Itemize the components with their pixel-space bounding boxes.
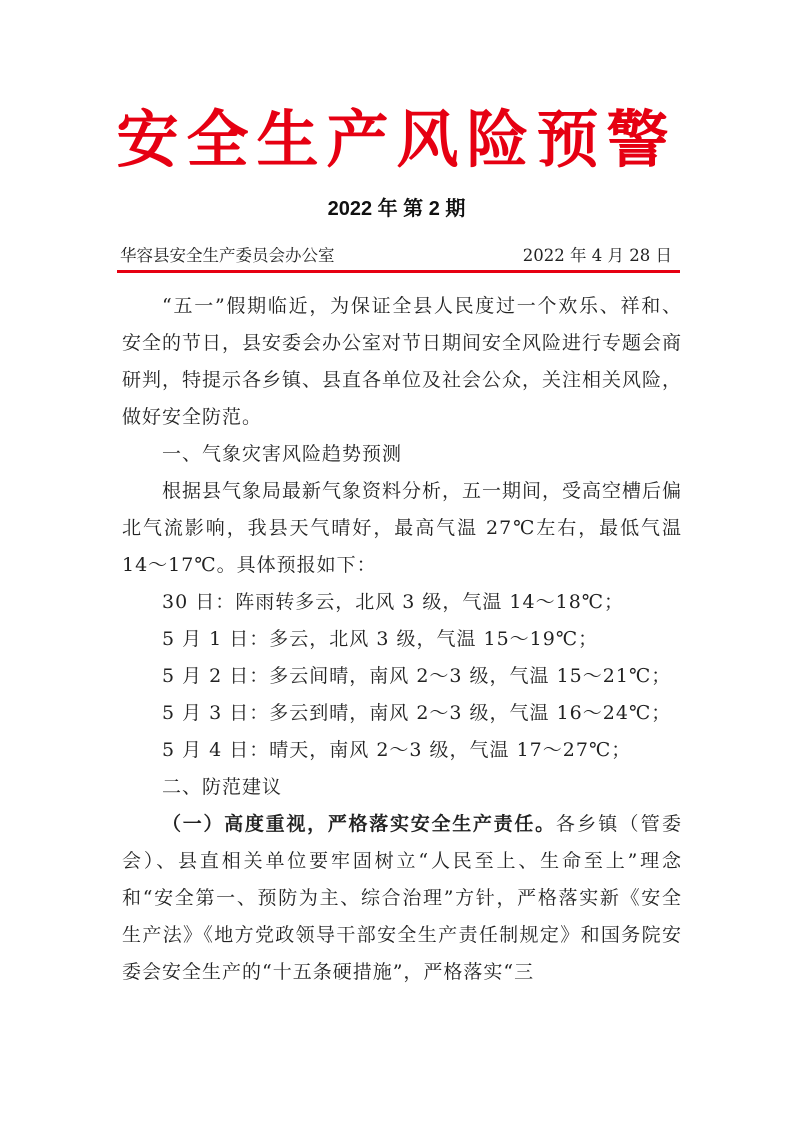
issue-number: 2022 年 第 2 期 bbox=[327, 198, 466, 220]
section-heading-weather: 一、气象灾害风险趋势预测 bbox=[162, 443, 403, 465]
issue-date: 2022 年 4 月 28 日 bbox=[522, 246, 672, 265]
item1-lead: （一）高度重视，严格落实安全生产责任。 bbox=[162, 813, 556, 835]
forecast-line: 5 月 3 日：多云到晴，南风 2～3 级，气温 16～24℃； bbox=[162, 702, 672, 724]
section-heading-prevention: 二、防范建议 bbox=[162, 776, 283, 798]
forecast-line: 5 月 4 日：晴天，南风 2～3 级，气温 17～27℃； bbox=[162, 739, 632, 761]
issuing-office: 华容县安全生产委员会办公室 bbox=[120, 246, 335, 265]
forecast-line: 5 月 1 日：多云，北风 3 级，气温 15～19℃； bbox=[162, 628, 599, 650]
forecast-line: 30 日：阵雨转多云，北风 3 级，气温 14～18℃； bbox=[162, 591, 625, 613]
header-divider bbox=[117, 270, 680, 273]
weather-paragraph: 根据县气象局最新气象资料分析，五一期间，受高空槽后偏北气流影响，我县天气晴好，最高气温 27℃左右，最低气温 14～17℃。具体预报如下： bbox=[122, 480, 683, 576]
item1-text: 各乡镇（管委会）、县直相关单位要牢固树立“人民至上、生命至上”理念和“安全第一、预防为主、综合治理”方针，严格落实新《安全生产法》《地方党政领导干部安全生产责任制规定》和国务院安委会安全生产的“十五条硬措施”，严格落实“三 bbox=[122, 813, 682, 983]
masthead-title: 安全生产风险预警 bbox=[116, 103, 677, 176]
forecast-line: 5 月 2 日：多云间晴，南风 2～3 级，气温 15～21℃； bbox=[162, 665, 672, 687]
intro-paragraph: “五一”假期临近，为保证全县人民度过一个欢乐、祥和、安全的节日，县安委会办公室对节日期间安全风险进行专题会商研判，特提示各乡镇、县直各单位及社会公众，关注相关风险，做好安全防范。 bbox=[122, 295, 683, 428]
document-body bbox=[122, 288, 682, 991]
item1-paragraph bbox=[122, 806, 682, 991]
